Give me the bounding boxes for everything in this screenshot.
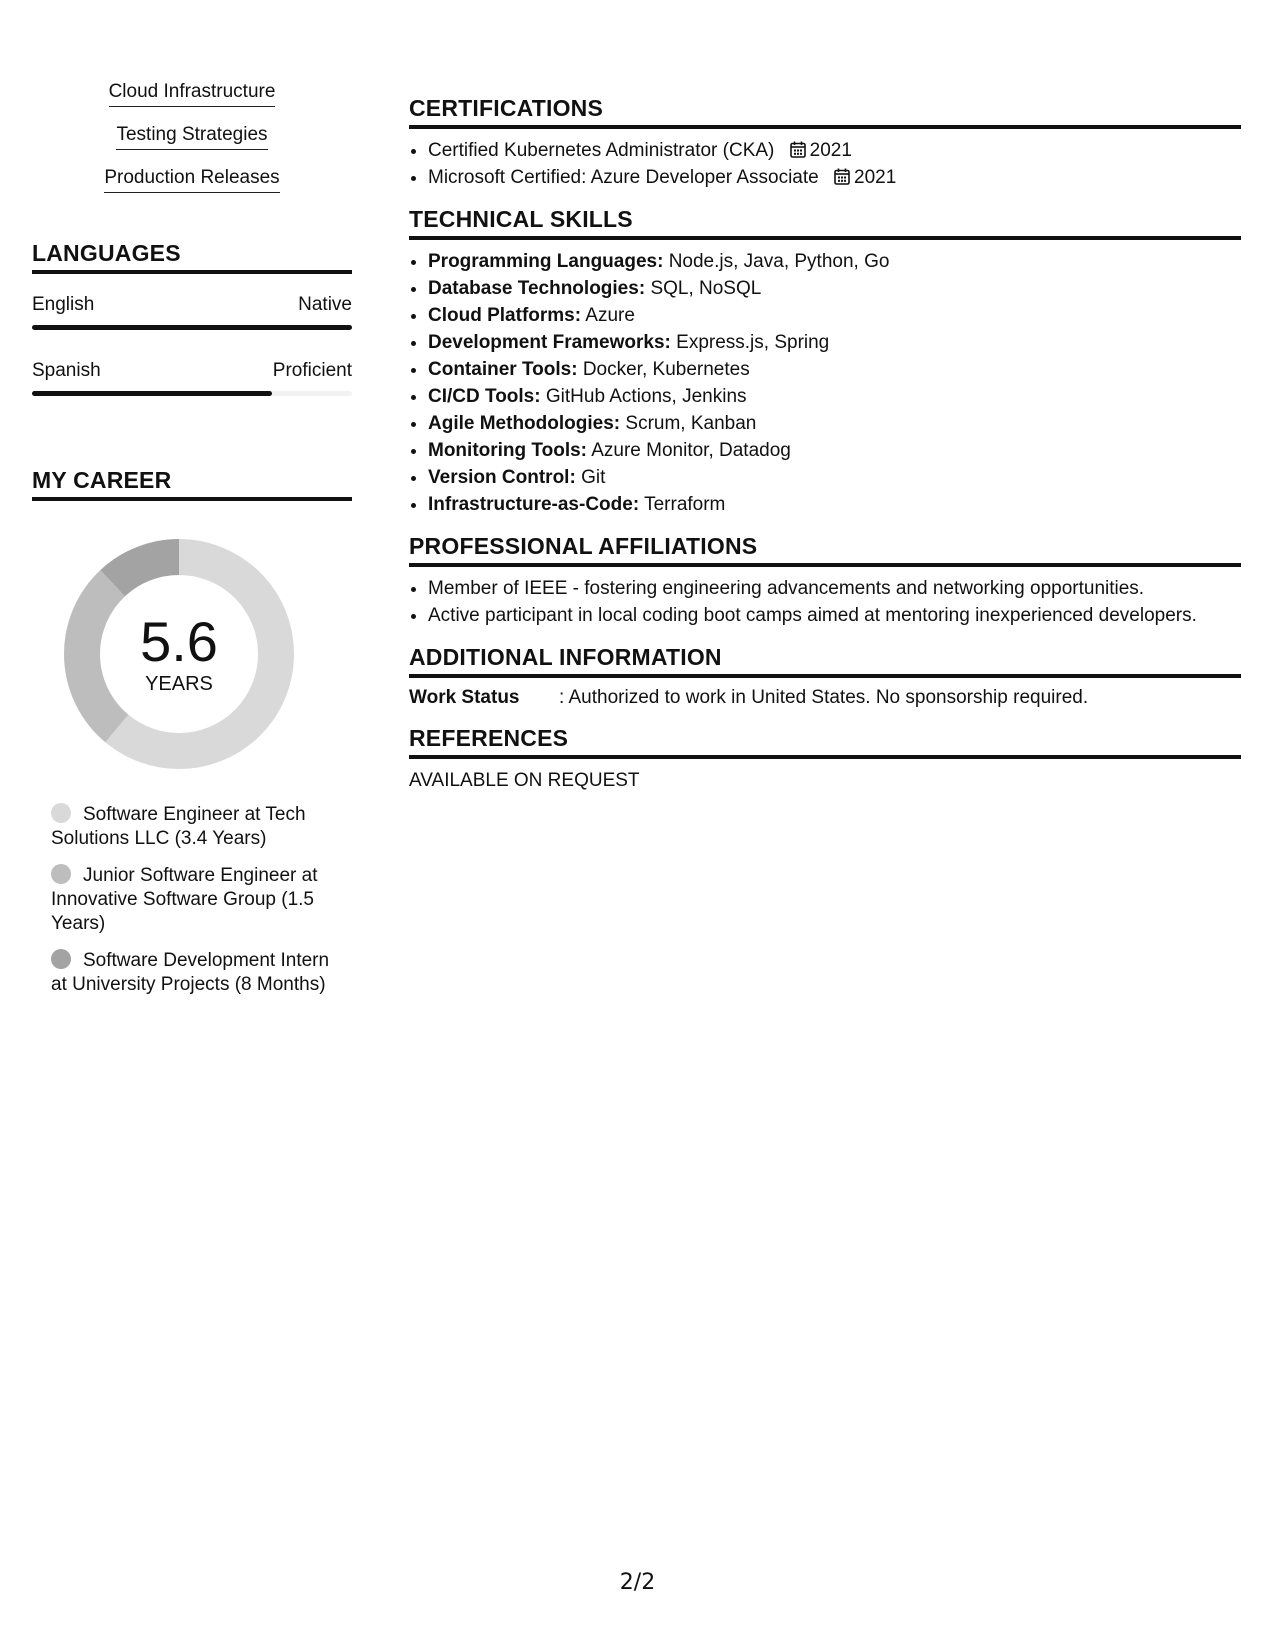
certification-year: 2021: [854, 167, 897, 188]
affiliation-item: • Active participant in local coding boot camps aimed at mentoring inexperienced developers.: [428, 602, 1241, 629]
skill-value: SQL, NoSQL: [650, 278, 762, 299]
affiliations-title: PROFESSIONAL AFFILIATIONS: [409, 532, 1241, 567]
skill-value: Node.js, Java, Python, Go: [668, 251, 890, 272]
calendar-icon: [790, 141, 806, 158]
career-legend-item: [51, 803, 331, 851]
career-legend-item: [51, 864, 331, 936]
skill-item: [428, 248, 1241, 275]
references-text: AVAILABLE ON REQUEST: [409, 770, 640, 791]
technical-skills-section: [409, 205, 1241, 518]
skill-value: Scrum, Kanban: [625, 413, 757, 434]
career-legend-text: Junior Software Engineer at Innovative Software Group (1.5 Years): [51, 865, 318, 934]
skill-item: [428, 302, 1241, 329]
skill-item: [428, 275, 1241, 302]
language-level: Native: [298, 294, 352, 315]
legend-dot-icon: [51, 803, 71, 823]
certification-name: Microsoft Certified: Azure Developer Associate: [428, 167, 819, 188]
language-bar-fill: [32, 325, 352, 330]
skill-value: Git: [581, 467, 606, 488]
work-status-label: Work Status: [409, 687, 520, 708]
legend-dot-icon: [51, 949, 71, 969]
career-legend: [51, 803, 331, 997]
skill-item: [428, 464, 1241, 491]
certifications-section: [409, 94, 1241, 191]
skill-item: [428, 437, 1241, 464]
certification-name: Certified Kubernetes Administrator (CKA): [428, 140, 775, 161]
language-item: [32, 294, 352, 330]
skill-value: GitHub Actions, Jenkins: [545, 386, 747, 407]
certifications-title: CERTIFICATIONS: [409, 94, 1241, 129]
career-unit: YEARS: [145, 673, 213, 695]
skill-label: Cloud Platforms:: [428, 305, 582, 326]
skill-label: Version Control:: [428, 467, 576, 488]
skill-value: Azure: [585, 305, 635, 326]
career-legend-text: Software Engineer at Tech Solutions LLC (3.4 Years): [51, 804, 306, 849]
affiliation-item: • Member of IEEE - fostering engineering advancements and networking opportunities.: [428, 575, 1241, 602]
skill-item: [428, 383, 1241, 410]
skill-tag: Testing Strategies: [116, 123, 267, 150]
skill-tag: Cloud Infrastructure: [109, 80, 276, 107]
certification-item: [428, 137, 1241, 164]
language-bar: [32, 325, 352, 330]
skill-value: Docker, Kubernetes: [582, 359, 750, 380]
affiliations-section: [409, 532, 1241, 629]
career-legend-text: Software Development Intern at University Projects (8 Months): [51, 950, 330, 995]
skill-label: CI/CD Tools:: [428, 386, 541, 407]
skill-label: Development Frameworks:: [428, 332, 671, 353]
legend-dot-icon: [51, 864, 71, 884]
language-level: Proficient: [272, 360, 352, 381]
skill-item: [428, 491, 1241, 518]
certification-year: 2021: [809, 140, 852, 161]
work-status-row: [409, 686, 1241, 710]
skill-item: [428, 410, 1241, 437]
calendar-icon: [834, 168, 850, 185]
left-column: [32, 80, 352, 1010]
languages-title: LANGUAGES: [32, 239, 352, 274]
page-number: 2/2: [619, 1570, 656, 1595]
technical-skills-title: TECHNICAL SKILLS: [409, 205, 1241, 240]
additional-info-section: [409, 643, 1241, 710]
career-legend-item: [51, 949, 331, 997]
right-column: [409, 94, 1241, 807]
skill-label: Database Technologies:: [428, 278, 646, 299]
language-bar-fill: [32, 391, 272, 396]
language-name: English: [32, 294, 95, 315]
skill-tag: Production Releases: [104, 166, 279, 193]
work-status-value: : Authorized to work in United States. No sponsorship required.: [559, 687, 1089, 708]
certification-item: [428, 164, 1241, 191]
skill-value: Express.js, Spring: [676, 332, 830, 353]
skill-label: Infrastructure-as-Code:: [428, 494, 640, 515]
language-item: [32, 360, 352, 396]
skill-item: [428, 356, 1241, 383]
skill-item: [428, 329, 1241, 356]
references-title: REFERENCES: [409, 724, 1241, 759]
language-name: Spanish: [32, 360, 101, 381]
skill-label: Container Tools:: [428, 359, 578, 380]
skill-tags: [32, 80, 352, 209]
skill-label: Monitoring Tools:: [428, 440, 587, 461]
career-donut: [64, 539, 294, 769]
skill-label: Agile Methodologies:: [428, 413, 621, 434]
languages-section: [32, 239, 352, 396]
skill-label: Programming Languages:: [428, 251, 664, 272]
references-section: [409, 724, 1241, 793]
skill-value: Azure Monitor, Datadog: [591, 440, 791, 461]
career-section: [32, 466, 352, 997]
additional-info-title: ADDITIONAL INFORMATION: [409, 643, 1241, 678]
language-bar: [32, 391, 352, 396]
skill-value: Terraform: [644, 494, 726, 515]
career-title: MY CAREER: [32, 466, 352, 501]
career-total: 5.6: [140, 610, 218, 673]
